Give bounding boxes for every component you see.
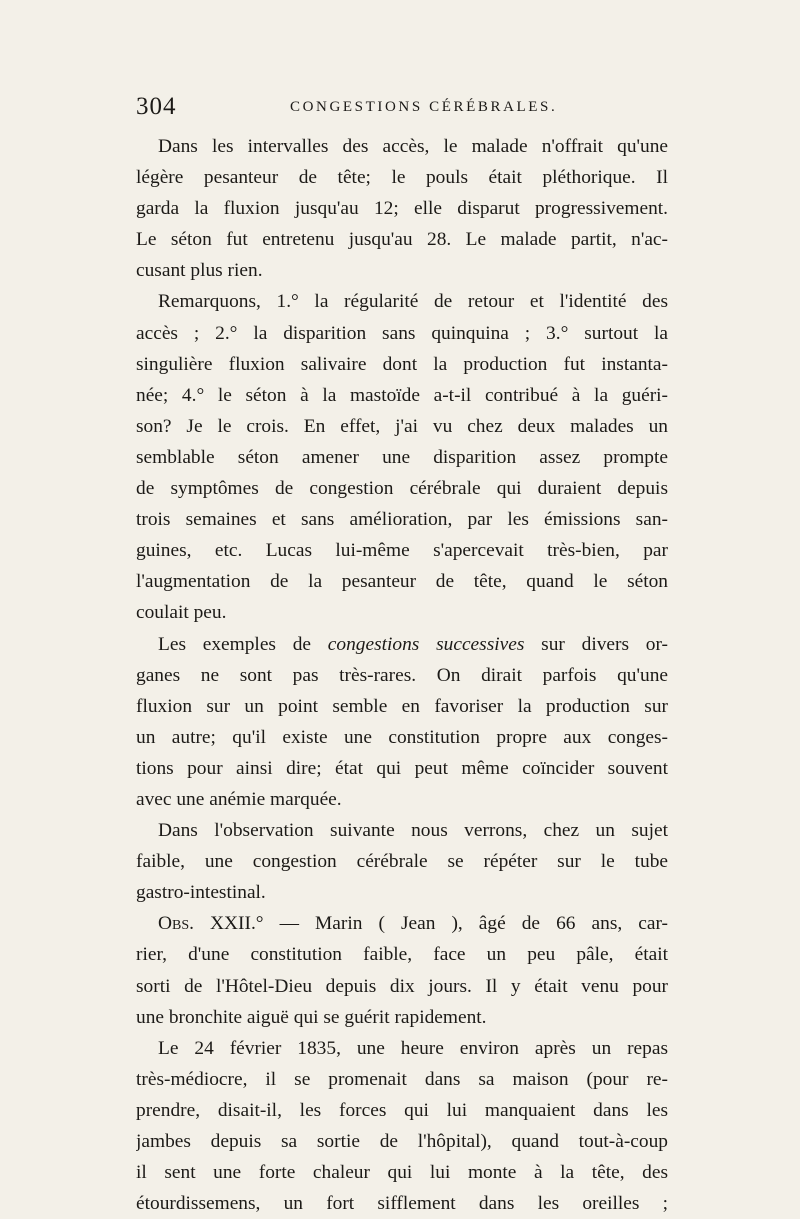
text-line: prendre, disait-il, les forces qui lui manquaient dans les: [136, 1099, 668, 1121]
page-header: [136, 93, 666, 127]
text-line: fluxion sur un point semble en favoriser la production sur: [136, 695, 668, 717]
text-line: étourdissemens, un fort sifflement dans les oreilles ;: [136, 1193, 668, 1215]
text-line: singulière fluxion salivaire dont la production fut instanta-: [136, 353, 668, 375]
text-line: née; 4.° le séton à la mastoïde a-t-il contribué à la guéri-: [136, 384, 668, 406]
text-line: un autre; qu'il existe une constitution propre aux conges-: [136, 726, 668, 748]
page-number: 304: [136, 93, 177, 120]
text-segment: sur divers or-: [524, 633, 668, 655]
text-line: tions pour ainsi dire; état qui peut même coïncider souvent: [136, 757, 668, 779]
text-line: cusant plus rien.: [136, 260, 263, 282]
text-line: Le séton fut entretenu jusqu'au 28. Le malade partit, n'ac-: [136, 229, 668, 251]
text-line: accès ; 2.° la disparition sans quinquina ; 3.° surtout la: [136, 322, 668, 344]
text-line: ganes ne sont pas très-rares. On dirait parfois qu'une: [136, 664, 668, 686]
text-line: jambes depuis sa sortie de l'hôpital), quand tout-à-coup: [136, 1131, 668, 1152]
text-line: Dans l'observation suivante nous verrons, chez un sujet: [158, 820, 668, 842]
text-line: faible, une congestion cérébrale se répéter sur le tube: [136, 851, 668, 873]
text-line: semblable séton amener une disparition assez prompte: [136, 446, 668, 468]
running-head: CONGESTIONS CÉRÉBRALES.: [290, 99, 558, 115]
text-line: garda la fluxion jusqu'au 12; elle disparut progressivement.: [136, 198, 668, 220]
text-line: guines, etc. Lucas lui-même s'apercevait très-bien, par: [136, 540, 668, 562]
text-line: Le 24 février 1835, une heure environ après un repas: [158, 1037, 668, 1059]
body-text: [136, 131, 668, 1219]
text-line: trois semaines et sans amélioration, par les émissions san-: [136, 509, 668, 531]
text-line: [136, 908, 668, 939]
text-line: très-médiocre, il se promenait dans sa maison (pour re-: [136, 1068, 668, 1090]
italic-phrase: congestions successives: [327, 633, 525, 655]
text-segment: XXII.° — Marin ( Jean ), âgé de 66 ans, car-: [193, 913, 668, 935]
text-line: rier, d'une constitution faible, face un peu pâle, était: [136, 944, 668, 966]
text-line: son? Je le crois. En effet, j'ai vu chez deux malades un: [136, 415, 668, 437]
text-line: sorti de l'Hôtel-Dieu depuis dix jours. Il y était venu pour: [136, 975, 668, 997]
text-line: coulait peu.: [136, 602, 227, 624]
text-line: gastro-intestinal.: [136, 882, 266, 904]
text-line: légère pesanteur de tête; le pouls était pléthorique. Il: [136, 167, 668, 189]
text-line: une bronchite aiguë qui se guérit rapidement.: [136, 1006, 487, 1028]
text-line: [136, 629, 668, 660]
text-line: il sent une forte chaleur qui lui monte à la tête, des: [136, 1162, 668, 1184]
text-line: l'augmentation de la pesanteur de tête, quand le séton: [136, 571, 668, 593]
text-segment: Obs.: [158, 913, 194, 935]
text-line: avec une anémie marquée.: [136, 788, 342, 810]
text-line: de symptômes de congestion cérébrale qui duraient depuis: [136, 478, 668, 500]
text-line: Dans les intervalles des accès, le malade n'offrait qu'une: [158, 136, 668, 157]
text-segment: Les exemples de: [158, 633, 328, 655]
text-line: Remarquons, 1.° la régularité de retour et l'identité des: [158, 291, 668, 313]
